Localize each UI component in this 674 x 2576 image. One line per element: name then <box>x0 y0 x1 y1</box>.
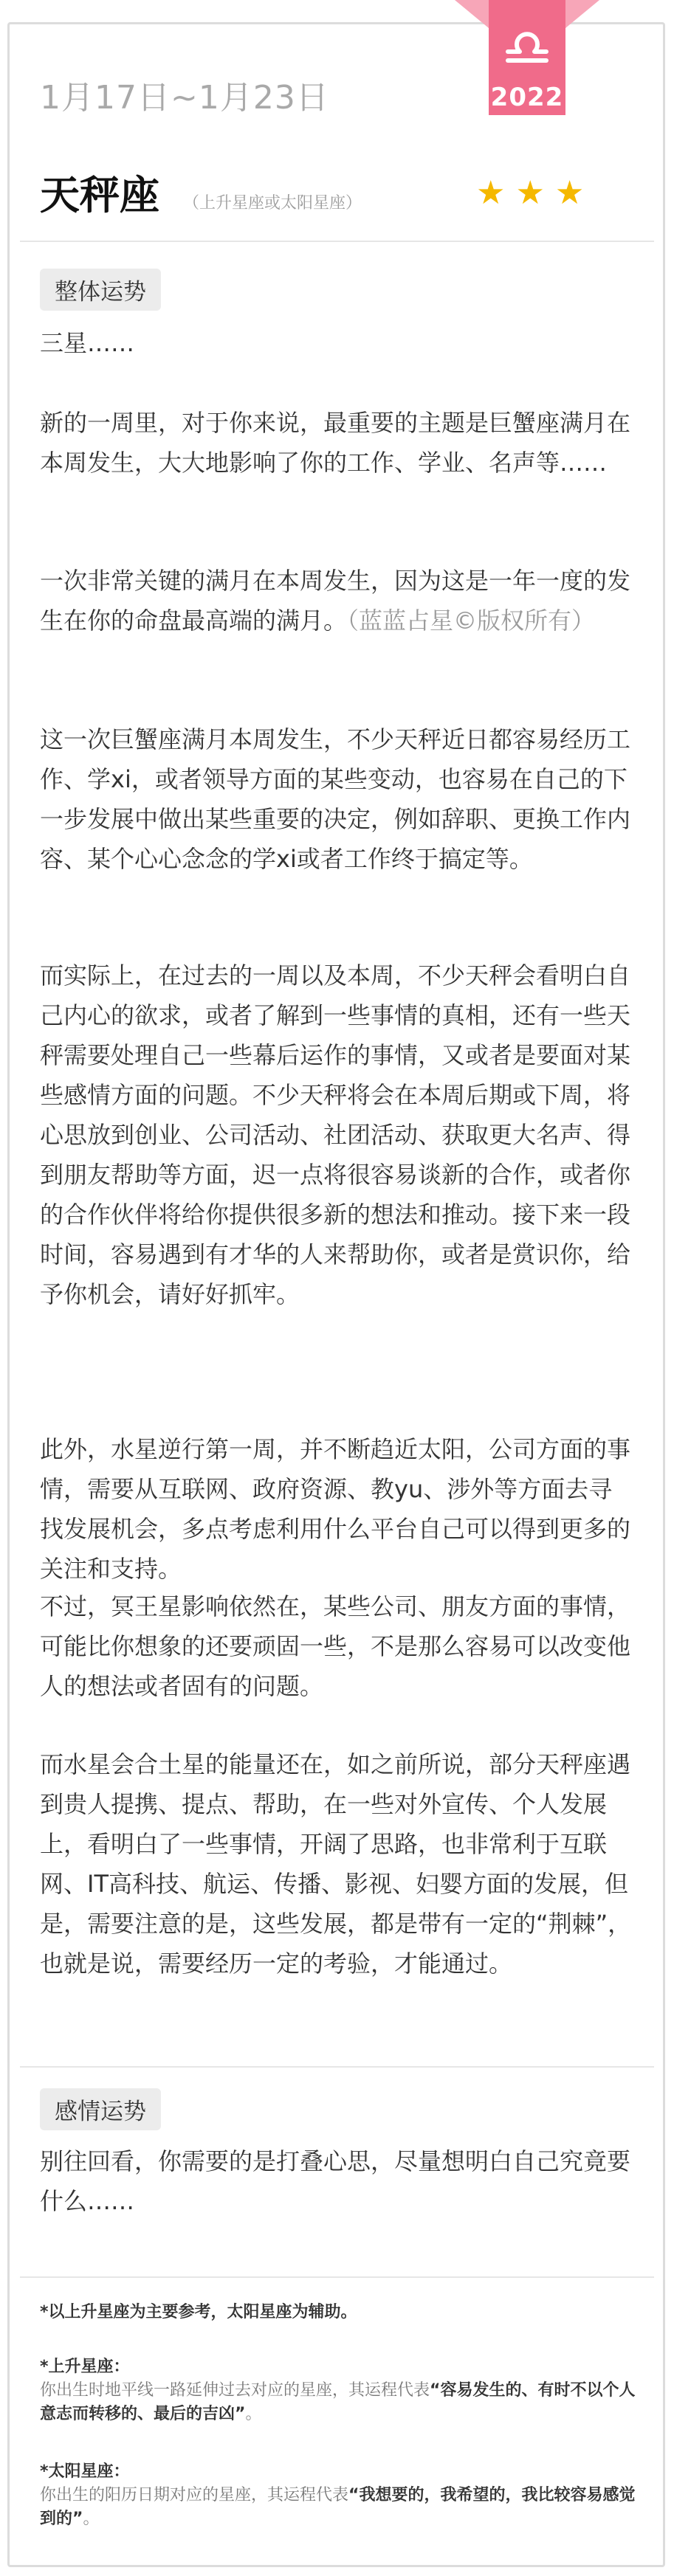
love-paragraph: 别往回看，你需要的是打叠心思，尽量想明白自己究竟要什么…… <box>40 2147 631 2215</box>
footer-main-text: *以上升星座为主要参考，太阳星座为辅助。 <box>40 2303 357 2321</box>
rising-end: 。 <box>245 2405 262 2423</box>
footer-divider <box>20 2276 654 2278</box>
overall-paragraph: 新的一周里，对于你来说，最重要的主题是巨蟹座满月在本周发生，大大地影响了你的工作、学业、名声等…… <box>40 409 631 477</box>
copyright-note: （蓝蓝占星©版权所有） <box>347 607 596 635</box>
overall-paragraph: 此外，水星逆行第一周，并不断趋近太阳，公司方面的事情，需要从互联网、政府资源、教yu、涉外等方面去寻找发展机会，多点考虑利用什么平台自己可以得到更多的关注和支持。 <box>40 1435 631 1583</box>
overall-paragraph: 而实际上，在过去的一周以及本周，不少天秤会看明白自己内心的欲求，或者了解到一些事情的真相，还有一些天秤需要处理自己一些幕后运作的事情，又或者是要面对某些感情方面的问题。不少天秤将会在本周后期或下周，将心思放到创业、公司活动、社团活动、获取更大名声、得到朋友帮助等方面，迟一点将很容易谈新的合作，或者你的合作伙伴将给你提供很多新的想法和推动。接下来一段时间，容易遇到有才华的人来帮助你，或者是赏识你，给予你机会，请好好抓牢。 <box>40 961 631 1308</box>
footer-sun-note <box>40 2460 638 2531</box>
sun-strong: “我想要的，我希望的，我比较容易感觉到的” <box>40 2486 636 2528</box>
sun-heading: *太阳星座： <box>40 2462 130 2481</box>
rating-stars <box>476 174 585 212</box>
badge-year: 2022 <box>490 83 564 112</box>
libra-icon <box>502 19 552 69</box>
star-icon: ★ <box>515 174 545 212</box>
rising-desc <box>40 2379 638 2426</box>
rising-strong: “容易发生的、有时不以个人意志而转移的、最后的吉凶” <box>40 2381 636 2423</box>
rising-text: 你出生时地平线一路延伸过去对应的星座，其运程代表 <box>40 2381 430 2400</box>
section-tag-love: 感情运势 <box>40 2088 161 2130</box>
rising-heading: *上升星座： <box>40 2358 130 2376</box>
header-divider <box>20 241 654 242</box>
date-range: 1月17日~1月23日 <box>40 79 329 117</box>
footer-main-note <box>40 2301 638 2324</box>
star-icon: ★ <box>476 174 506 212</box>
section-divider <box>20 2066 654 2068</box>
star-icon: ★ <box>554 174 585 212</box>
overall-paragraph: 三星…… <box>40 329 135 357</box>
section-tag-overall: 整体运势 <box>40 269 161 311</box>
overall-paragraph: 这一次巨蟹座满月本周发生，不少天秤近日都容易经历工作、学xi，或者领导方面的某些变动，也容易在自己的下一步发展中做出某些重要的决定，例如辞职、更换工作内容、某个心心念念的学xi或者工作终于搞定等。 <box>40 725 631 873</box>
sun-text: 你出生的阳历日期对应的星座，其运程代表 <box>40 2486 349 2504</box>
sun-desc <box>40 2484 638 2531</box>
overall-paragraph: 而水星会合土星的能量还在，如之前所说，部分天秤座遇到贵人提携、提点、帮助，在一些对外宣传、个人发展上，看明白了一些事情，开阔了思路，也非常利于互联网、IT高科技、航运、传播、影视、妇婴方面的发展，但是，需要注意的是，这些发展，都是带有一定的“荆棘”，也就是说，需要经历一定的考验，才能通过。 <box>40 1750 632 1978</box>
overall-paragraph: 不过，冥王星影响依然在，某些公司、朋友方面的事情，可能比你想象的还要顽固一些，不是那么容易可以改变他人的想法或者固有的问题。 <box>40 1592 631 1700</box>
sign-note: （上升星座或太阳星座） <box>183 194 362 213</box>
paragraph-text: 一次非常关键的满月在本周发生，因为这是一年一度的发生在你的命盘最高端的满月。 <box>40 567 631 635</box>
overall-paragraph <box>40 561 635 640</box>
sun-end: 。 <box>83 2510 100 2528</box>
footer-rising-note <box>40 2355 638 2426</box>
year-badge <box>455 0 599 118</box>
sign-title: 天秤座 <box>40 172 159 218</box>
